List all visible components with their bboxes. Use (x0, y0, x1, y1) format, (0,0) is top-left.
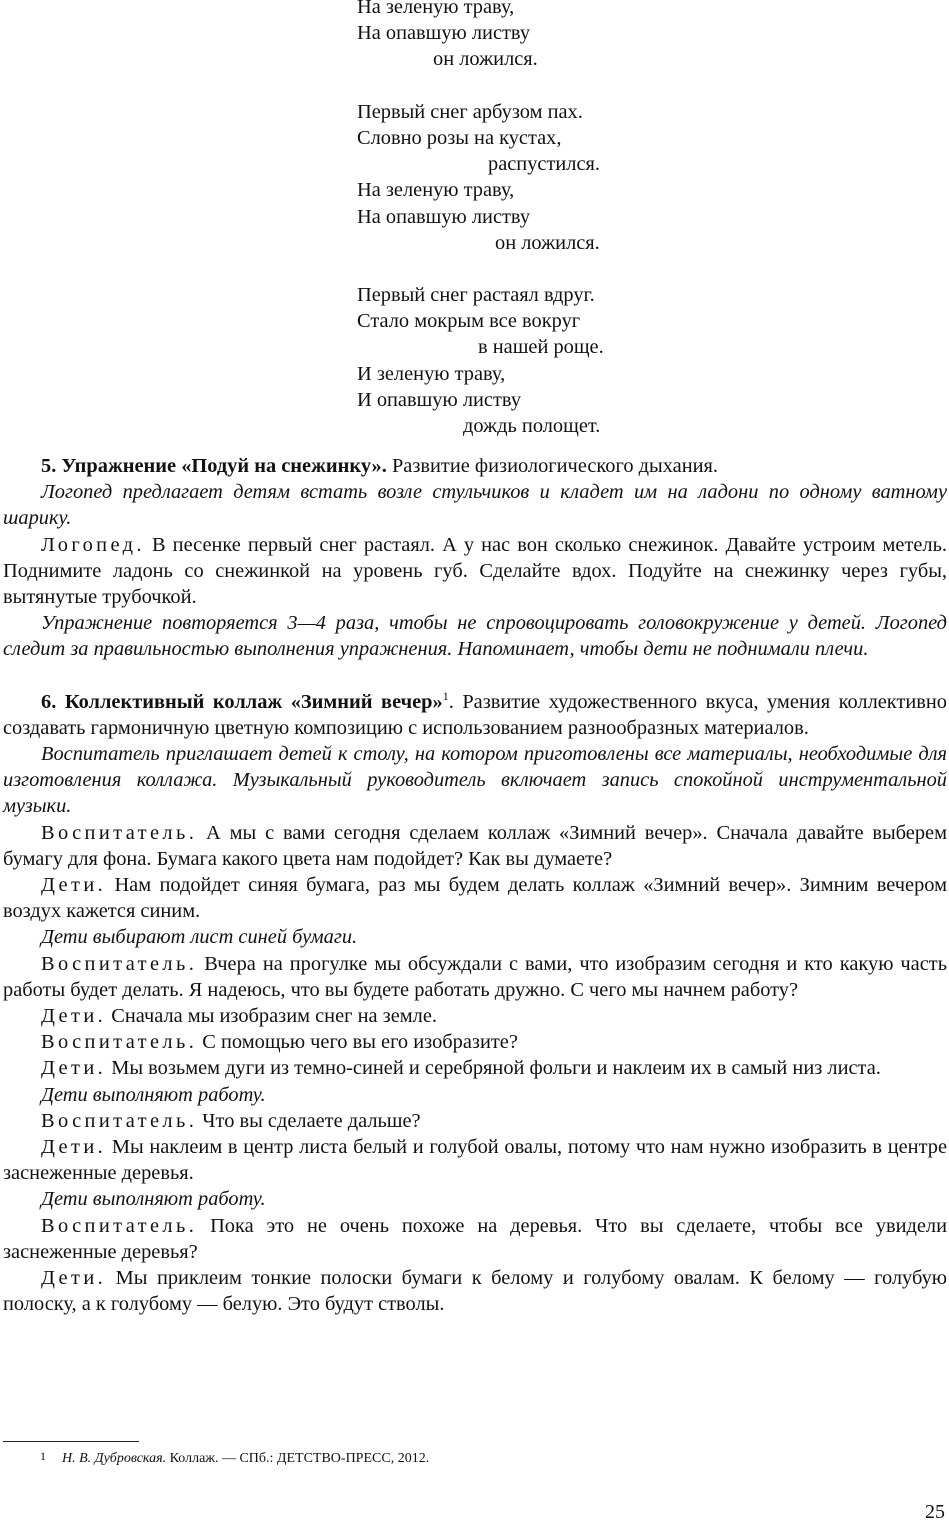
speaker-label: Воспитатель. (41, 1214, 198, 1237)
dialogue-line (3, 1265, 947, 1317)
dialogue-text: Мы приклеим тонкие полоски бумаги к белому и голубому овалам. К белому — голубую полоску, а к голубому — белую. Это будут стволы. (3, 1267, 947, 1316)
poem-line: Первый снег арбузом пах. (357, 100, 583, 123)
speaker-label: Воспитатель. (41, 1109, 198, 1132)
speaker-label: Воспитатель. (41, 1031, 198, 1054)
stage-direction: Дети выполняют работу. (41, 1083, 266, 1106)
dialogue (3, 820, 947, 1318)
footnote: 1 Н. В. Дубровская. Коллаж. — СПб.: ДЕТСТВО-ПРЕСС, 2012. (40, 1449, 430, 1466)
poem-line: Словно розы на кустах, (357, 126, 562, 149)
speaker-label: Дети. (41, 874, 107, 897)
exercise-6-instruction: Воспитатель приглашает детей к столу, на котором приготовлены все материалы, необходимые для изготовления коллажа. Музыкальный руководитель включает запись спокойной инструментальной музыки. (3, 743, 947, 818)
dialogue-line (3, 951, 947, 1003)
stage-direction: Дети выполняют работу. (41, 1188, 266, 1211)
page-number: 25 (925, 1501, 945, 1523)
dialogue-line (3, 1055, 947, 1081)
speech-paragraph: Логопед. В песенке первый снег растаял. А у нас вон сколько снежинок. Давайте устроим метель. Поднимите ладонь со снежинкой на уровень губ. Сделайте вдох. Подуйте на снежинку через губы, вытянутые трубочкой. (3, 533, 947, 609)
exercise-6-heading: 6. Коллективный коллаж «Зимний вечер»$^1$. Развитие художественного вкуса, умения коллективно создавать гармоничную цветную композицию с использованием разнообразных материалов. (3, 688, 947, 739)
poem-line: И зеленую траву, (357, 362, 506, 385)
dialogue-text: С помощью чего вы его изобразите? (197, 1031, 518, 1054)
poem-line: Стало мокрым все вокруг (357, 310, 581, 333)
poem-line: распустился. (488, 153, 600, 176)
dialogue-text: Что вы сделаете дальше? (197, 1109, 421, 1132)
poem-line: На зеленую траву, (357, 179, 515, 202)
poem-line: И опавшую листву (357, 388, 522, 411)
poem-line: Первый снег растаял вдруг. (357, 284, 595, 307)
poem-line: дождь полощет. (463, 415, 601, 437)
exercise-5-instruction: Логопед предлагает детям встать возле стульчиков и кладет им на ладони по одному ватному шарику. (3, 481, 947, 530)
dialogue-line (3, 1029, 947, 1055)
dialogue-text: Вчера на прогулке мы обсуждали с вами, что изобразим сегодня и кто какую часть работы будет делать. Я надеюсь, что вы будете работать дружно. С чего мы начнем работу? (3, 952, 947, 1001)
dialogue-line (3, 1003, 947, 1029)
dialogue-text: Сначала мы изобразим снег на земле. (106, 1005, 437, 1028)
dialogue-text: Пока это не очень похоже на деревья. Что вы сделаете, чтобы все увидели заснеженные деревья? (3, 1214, 947, 1263)
exercise-5-note: Упражнение повторяется 3—4 раза, чтобы не спровоцировать головокружение у детей. Логопед следит за правильностью выполнения упражнения. Напоминает, чтобы дети не поднимали плечи. (3, 612, 947, 661)
speaker-label: Дети. (41, 1267, 107, 1290)
speaker-label: Дети. (41, 1136, 107, 1159)
poem-line: в нашей роще. (478, 336, 604, 359)
exercise-5-heading: 5. Упражнение «Подуй на снежинку». Развитие физиологического дыхания. (41, 455, 718, 477)
speaker-label: Воспитатель. (41, 952, 198, 975)
poem-line: На опавшую листву (357, 22, 531, 45)
speaker-label: Дети. (41, 1005, 107, 1028)
speaker-label: Воспитатель. (41, 821, 198, 844)
poem-line: На зеленую траву, (357, 0, 515, 18)
dialogue-text: Мы наклеим в центр листа белый и голубой овалы, потому что нам нужно изобразить в центре заснеженные деревья. (3, 1136, 947, 1185)
footnote-marker: 1 (442, 688, 449, 703)
poem-line: На опавшую листву (357, 205, 531, 228)
dialogue-line (3, 820, 947, 872)
dialogue-text: А мы с вами сегодня сделаем коллаж «Зимний вечер». Сначала давайте выберем бумагу для фона. Бумага какого цвета нам подойдет? Как вы думаете? (3, 821, 947, 870)
dialogue-line (3, 872, 947, 924)
dialogue-text: Нам подойдет синяя бумага, раз мы будем делать коллаж «Зимний вечер». Зимним вечером воздух кажется синим. (3, 874, 947, 923)
footnote-divider (3, 1441, 139, 1442)
poem-line: он ложился. (495, 231, 600, 254)
speaker-label: Дети. (41, 1057, 107, 1080)
main-text (3, 453, 947, 1318)
poem-line: он ложился. (433, 48, 538, 71)
dialogue-line (3, 1213, 947, 1265)
dialogue-line (3, 1134, 947, 1186)
dialogue-line (3, 1108, 947, 1134)
dialogue-text: Мы возьмем дуги из темно-синей и серебряной фольги и наклеим их в самый низ листа. (106, 1057, 881, 1080)
poem (357, 0, 777, 439)
stage-direction: Дети выбирают лист синей бумаги. (41, 926, 358, 949)
